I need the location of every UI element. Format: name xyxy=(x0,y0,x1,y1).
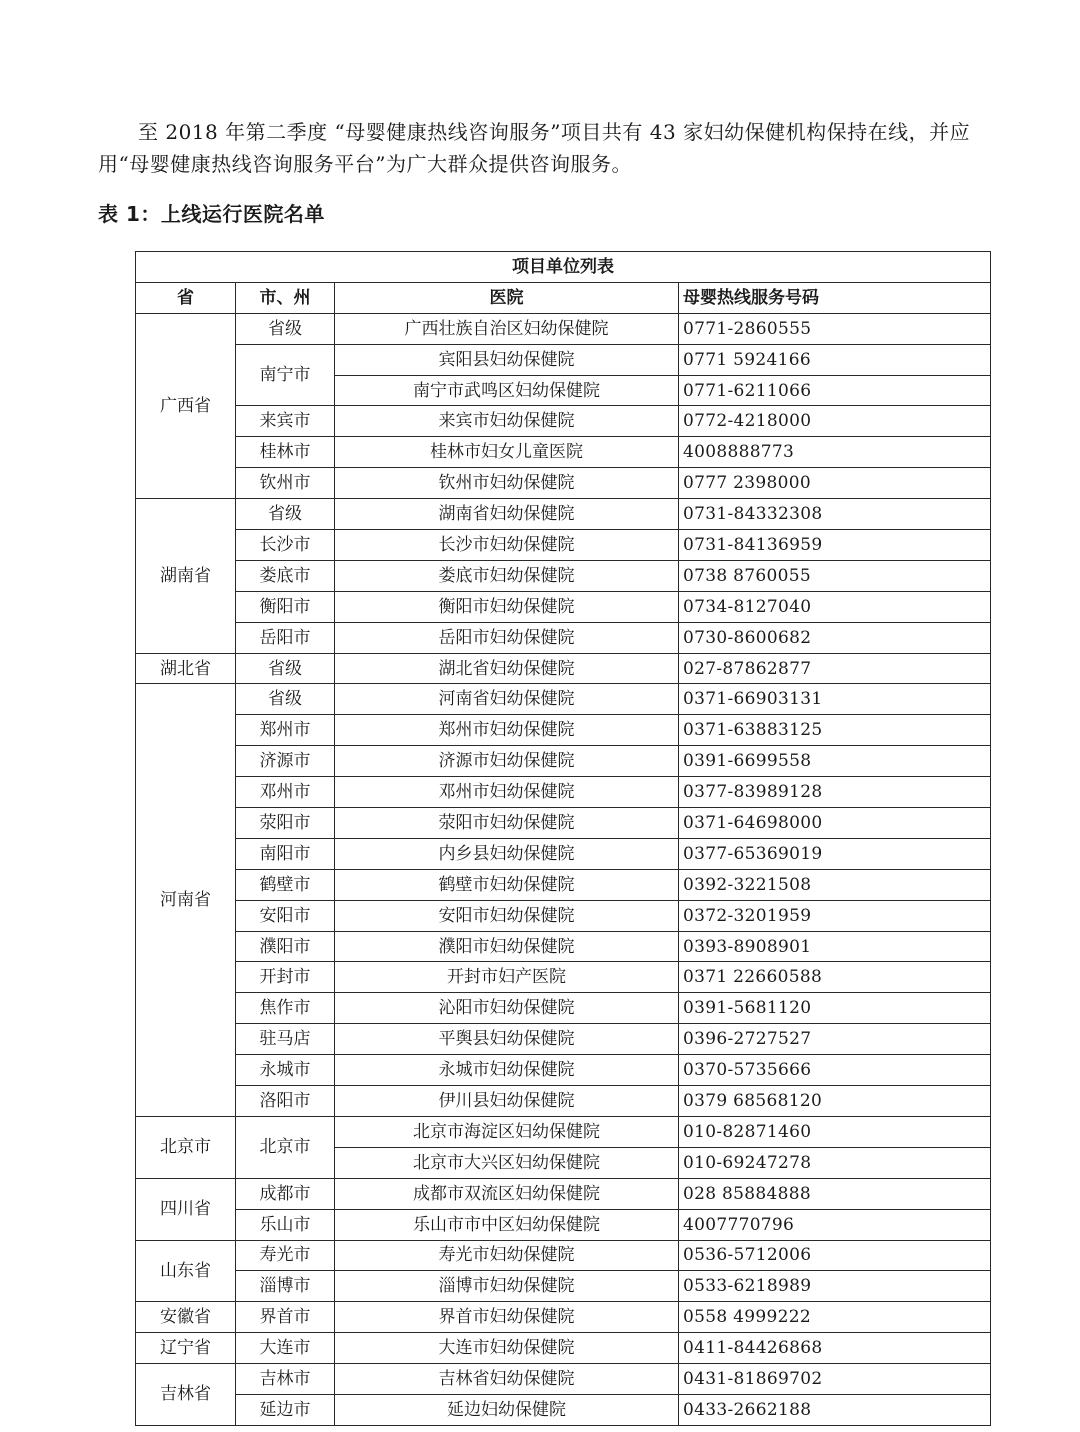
table-row xyxy=(136,869,991,900)
phone-cell: 027-87862877 xyxy=(679,653,991,684)
hospital-cell: 湖北省妇幼保健院 xyxy=(335,653,679,684)
province-cell: 广西省 xyxy=(136,313,236,498)
table-row xyxy=(136,993,991,1024)
phone-cell: 0391-5681120 xyxy=(679,993,991,1024)
table-row xyxy=(136,591,991,622)
hospital-cell: 南宁市武鸣区妇幼保健院 xyxy=(335,375,679,406)
table-row xyxy=(136,931,991,962)
city-cell: 衡阳市 xyxy=(236,591,335,622)
table-row xyxy=(136,777,991,808)
table-row xyxy=(136,715,991,746)
phone-cell: 0391-6699558 xyxy=(679,746,991,777)
hospital-cell: 邓州市妇幼保健院 xyxy=(335,777,679,808)
phone-cell: 0371 22660588 xyxy=(679,962,991,993)
phone-cell: 010-82871460 xyxy=(679,1116,991,1147)
table-row xyxy=(136,1302,991,1333)
phone-cell: 0558 4999222 xyxy=(679,1302,991,1333)
city-cell: 娄底市 xyxy=(236,560,335,591)
city-cell: 长沙市 xyxy=(236,530,335,561)
table-row xyxy=(136,1086,991,1117)
city-cell: 郑州市 xyxy=(236,715,335,746)
city-cell: 北京市 xyxy=(236,1116,335,1178)
phone-cell: 0731-84332308 xyxy=(679,499,991,530)
hospital-cell: 沁阳市妇幼保健院 xyxy=(335,993,679,1024)
hospital-table xyxy=(135,251,991,1426)
hospital-cell: 荥阳市妇幼保健院 xyxy=(335,808,679,839)
city-cell: 南阳市 xyxy=(236,838,335,869)
phone-cell: 0371-63883125 xyxy=(679,715,991,746)
hospital-cell: 吉林省妇幼保健院 xyxy=(335,1364,679,1395)
hospital-cell: 宾阳县妇幼保健院 xyxy=(335,344,679,375)
city-cell: 淄博市 xyxy=(236,1271,335,1302)
phone-cell: 0396-2727527 xyxy=(679,1024,991,1055)
table-row xyxy=(136,499,991,530)
phone-cell: 0731-84136959 xyxy=(679,530,991,561)
city-cell: 永城市 xyxy=(236,1055,335,1086)
table-row xyxy=(136,530,991,561)
phone-cell: 0734-8127040 xyxy=(679,591,991,622)
city-cell: 成都市 xyxy=(236,1178,335,1209)
hospital-cell: 济源市妇幼保健院 xyxy=(335,746,679,777)
header-hospital: 医院 xyxy=(335,282,679,313)
hospital-cell: 娄底市妇幼保健院 xyxy=(335,560,679,591)
city-cell: 洛阳市 xyxy=(236,1086,335,1117)
table-title: 项目单位列表 xyxy=(136,252,991,283)
province-cell: 北京市 xyxy=(136,1116,236,1178)
province-cell: 湖北省 xyxy=(136,653,236,684)
city-cell: 南宁市 xyxy=(236,344,335,406)
phone-cell: 0533-6218989 xyxy=(679,1271,991,1302)
phone-cell: 0433-2662188 xyxy=(679,1394,991,1425)
hospital-cell: 广西壮族自治区妇幼保健院 xyxy=(335,313,679,344)
city-cell: 省级 xyxy=(236,499,335,530)
phone-cell: 0431-81869702 xyxy=(679,1364,991,1395)
header-phone: 母婴热线服务号码 xyxy=(679,282,991,313)
table-row xyxy=(136,1364,991,1395)
province-cell: 吉林省 xyxy=(136,1364,236,1426)
table-body xyxy=(136,313,991,1425)
hospital-cell: 鹤壁市妇幼保健院 xyxy=(335,869,679,900)
phone-cell: 010-69247278 xyxy=(679,1147,991,1178)
phone-cell: 0772-4218000 xyxy=(679,406,991,437)
hospital-cell: 淄博市妇幼保健院 xyxy=(335,1271,679,1302)
city-cell: 鹤壁市 xyxy=(236,869,335,900)
table-row xyxy=(136,900,991,931)
phone-cell: 0379 68568120 xyxy=(679,1086,991,1117)
table-caption: 表 1：上线运行医院名单 xyxy=(98,202,325,226)
hospital-cell: 大连市妇幼保健院 xyxy=(335,1333,679,1364)
city-cell: 安阳市 xyxy=(236,900,335,931)
hospital-cell: 岳阳市妇幼保健院 xyxy=(335,622,679,653)
hospital-cell: 濮阳市妇幼保健院 xyxy=(335,931,679,962)
city-cell: 邓州市 xyxy=(236,777,335,808)
hospital-cell: 寿光市妇幼保健院 xyxy=(335,1240,679,1271)
hospital-cell: 开封市妇产医院 xyxy=(335,962,679,993)
province-cell: 辽宁省 xyxy=(136,1333,236,1364)
province-cell: 河南省 xyxy=(136,684,236,1116)
province-cell: 山东省 xyxy=(136,1240,236,1302)
phone-cell: 0377-65369019 xyxy=(679,838,991,869)
table-row xyxy=(136,1024,991,1055)
city-cell: 开封市 xyxy=(236,962,335,993)
table-row xyxy=(136,406,991,437)
table-title-row xyxy=(136,252,991,283)
city-cell: 濮阳市 xyxy=(236,931,335,962)
table-row xyxy=(136,1394,991,1425)
city-cell: 钦州市 xyxy=(236,468,335,499)
hospital-cell: 永城市妇幼保健院 xyxy=(335,1055,679,1086)
table-row xyxy=(136,1178,991,1209)
header-city: 市、州 xyxy=(236,282,335,313)
hospital-cell: 界首市妇幼保健院 xyxy=(335,1302,679,1333)
table-row xyxy=(136,1116,991,1147)
hospital-cell: 延边妇幼保健院 xyxy=(335,1394,679,1425)
table-row xyxy=(136,653,991,684)
city-cell: 界首市 xyxy=(236,1302,335,1333)
hospital-cell: 内乡县妇幼保健院 xyxy=(335,838,679,869)
table-row xyxy=(136,313,991,344)
table-row xyxy=(136,962,991,993)
table-row xyxy=(136,622,991,653)
header-province: 省 xyxy=(136,282,236,313)
phone-cell: 0377-83989128 xyxy=(679,777,991,808)
table-row xyxy=(136,746,991,777)
phone-cell: 0536-5712006 xyxy=(679,1240,991,1271)
intro-paragraph: 至 2018 年第二季度 “母婴健康热线咨询服务”项目共有 43 家妇幼保健机构保持在线，并应用“母婴健康热线咨询服务平台”为广大群众提供咨询服务。 xyxy=(98,120,971,176)
phone-cell: 0371-66903131 xyxy=(679,684,991,715)
table-row xyxy=(136,1209,991,1240)
city-cell: 来宾市 xyxy=(236,406,335,437)
city-cell: 延边市 xyxy=(236,1394,335,1425)
city-cell: 吉林市 xyxy=(236,1364,335,1395)
table-row xyxy=(136,344,991,375)
city-cell: 荥阳市 xyxy=(236,808,335,839)
city-cell: 大连市 xyxy=(236,1333,335,1364)
hospital-cell: 伊川县妇幼保健院 xyxy=(335,1086,679,1117)
city-cell: 寿光市 xyxy=(236,1240,335,1271)
city-cell: 桂林市 xyxy=(236,437,335,468)
phone-cell: 0777 2398000 xyxy=(679,468,991,499)
city-cell: 省级 xyxy=(236,653,335,684)
hospital-cell: 河南省妇幼保健院 xyxy=(335,684,679,715)
phone-cell: 0370-5735666 xyxy=(679,1055,991,1086)
table-row xyxy=(136,808,991,839)
hospital-cell: 衡阳市妇幼保健院 xyxy=(335,591,679,622)
phone-cell: 4008888773 xyxy=(679,437,991,468)
phone-cell: 0730-8600682 xyxy=(679,622,991,653)
phone-cell: 0371-64698000 xyxy=(679,808,991,839)
hospital-cell: 北京市大兴区妇幼保健院 xyxy=(335,1147,679,1178)
city-cell: 济源市 xyxy=(236,746,335,777)
table-row xyxy=(136,1333,991,1364)
table-row xyxy=(136,468,991,499)
city-cell: 省级 xyxy=(236,313,335,344)
phone-cell: 0771 5924166 xyxy=(679,344,991,375)
city-cell: 岳阳市 xyxy=(236,622,335,653)
city-cell: 驻马店 xyxy=(236,1024,335,1055)
phone-cell: 0372-3201959 xyxy=(679,900,991,931)
hospital-cell: 安阳市妇幼保健院 xyxy=(335,900,679,931)
city-cell: 乐山市 xyxy=(236,1209,335,1240)
table-header-row xyxy=(136,282,991,313)
province-cell: 安徽省 xyxy=(136,1302,236,1333)
phone-cell: 4007770796 xyxy=(679,1209,991,1240)
phone-cell: 0411-84426868 xyxy=(679,1333,991,1364)
hospital-cell: 长沙市妇幼保健院 xyxy=(335,530,679,561)
table-row xyxy=(136,1240,991,1271)
city-cell: 省级 xyxy=(236,684,335,715)
phone-cell: 0738 8760055 xyxy=(679,560,991,591)
hospital-cell: 北京市海淀区妇幼保健院 xyxy=(335,1116,679,1147)
hospital-cell: 湖南省妇幼保健院 xyxy=(335,499,679,530)
hospital-cell: 桂林市妇女儿童医院 xyxy=(335,437,679,468)
table-row xyxy=(136,1271,991,1302)
table-row xyxy=(136,437,991,468)
table-row xyxy=(136,1055,991,1086)
hospital-cell: 平舆县妇幼保健院 xyxy=(335,1024,679,1055)
phone-cell: 028 85884888 xyxy=(679,1178,991,1209)
province-cell: 湖南省 xyxy=(136,499,236,653)
table-row xyxy=(136,560,991,591)
phone-cell: 0771-2860555 xyxy=(679,313,991,344)
phone-cell: 0392-3221508 xyxy=(679,869,991,900)
phone-cell: 0771-6211066 xyxy=(679,375,991,406)
hospital-cell: 来宾市妇幼保健院 xyxy=(335,406,679,437)
hospital-cell: 郑州市妇幼保健院 xyxy=(335,715,679,746)
city-cell: 焦作市 xyxy=(236,993,335,1024)
hospital-cell: 成都市双流区妇幼保健院 xyxy=(335,1178,679,1209)
hospital-cell: 乐山市市中区妇幼保健院 xyxy=(335,1209,679,1240)
table-row xyxy=(136,838,991,869)
hospital-cell: 钦州市妇幼保健院 xyxy=(335,468,679,499)
phone-cell: 0393-8908901 xyxy=(679,931,991,962)
table-row xyxy=(136,684,991,715)
province-cell: 四川省 xyxy=(136,1178,236,1240)
